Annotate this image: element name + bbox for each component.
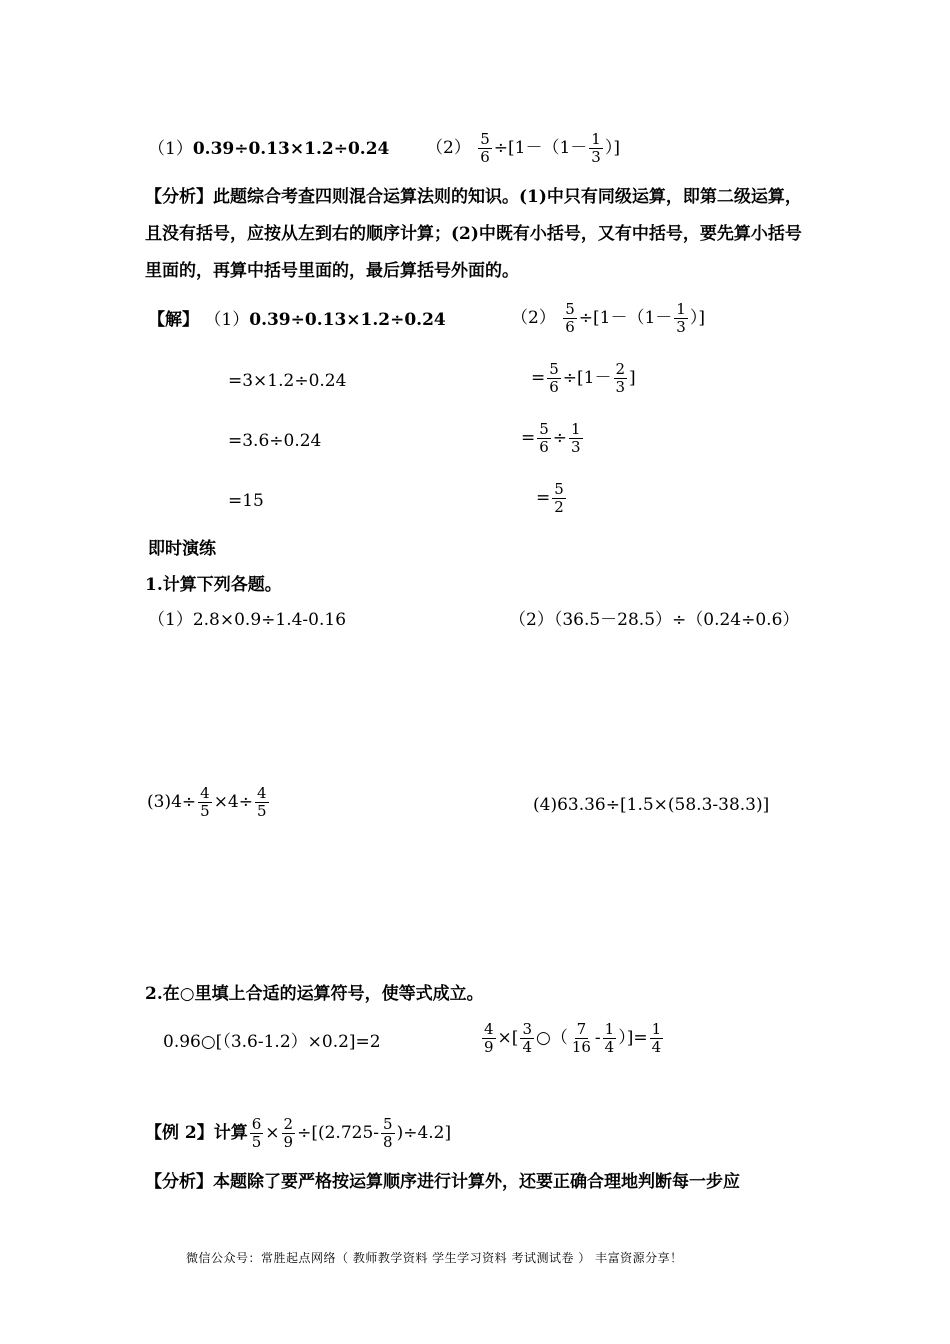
- fraction: $\frac{4}{9}$: [484, 1020, 494, 1056]
- question-1-part-1: （1）2.8×0.9÷1.4-0.16: [148, 610, 347, 630]
- fraction: $\frac{5}{8}$: [383, 1115, 393, 1151]
- problem-label: （2）: [426, 138, 471, 158]
- solution-step-1: =3×1.2÷0.24: [228, 371, 347, 391]
- question-2-title: 2.在○里填上合适的运算符号，使等式成立。: [145, 984, 484, 1004]
- expression-text: ）]: [689, 308, 705, 328]
- fraction: $\frac{6}{5}$: [251, 1115, 262, 1151]
- analysis-paragraph-2: [145, 1170, 740, 1194]
- example2-problem: 【例 2】计算 $\frac{6}{5}$ × $\frac{2}{9}$ ÷[(2.725- $\frac{5}{8}$ )÷4.2]: [145, 1115, 452, 1151]
- fraction: $\frac{4}{5}$: [257, 784, 267, 820]
- fraction: $\frac{5}{2}$: [554, 480, 564, 516]
- analysis-paragraph-1: [145, 179, 813, 290]
- fraction: $\frac{2}{3}$: [615, 360, 626, 396]
- fraction: $\frac{1}{4}$: [651, 1020, 662, 1056]
- expression-text: ÷[1－（1－: [578, 308, 673, 328]
- fraction: $\frac{4}{5}$: [200, 784, 210, 820]
- fraction: $\frac{1}{3}$: [591, 130, 601, 166]
- solution-header-left: [148, 308, 446, 332]
- page-footer: 微信公众号：常胜起点网络（ 教师教学资料 学生学习资料 考试测试卷 ） 丰富资源分享！: [186, 1251, 683, 1265]
- solution-expression: 0.39÷0.13×1.2÷0.24: [249, 310, 446, 330]
- fraction: $\frac{2}{9}$: [283, 1115, 294, 1151]
- practice-heading: 即时演练: [148, 539, 216, 559]
- question-2-right-equation: $\frac{4}{9}$ ×[ $\frac{3}{4}$ ○（ $\frac{7}{16}$ - $\frac{1}{4}$ ）]= $\frac{1}{4}$: [484, 1020, 662, 1056]
- question-1-part-3: (3)4÷ $\frac{4}{5}$ ×4÷ $\frac{4}{5}$: [147, 784, 267, 820]
- fraction: $\frac{3}{4}$: [522, 1020, 532, 1056]
- example1-problem-1: [148, 137, 389, 161]
- solution-label: （2）: [511, 308, 556, 328]
- example-tag: 【例 2】: [145, 1123, 214, 1143]
- solution-right-step-1: = $\frac{5}{6}$ ÷[1－ $\frac{2}{3}$ ]: [531, 360, 636, 396]
- problem-label: （1）: [148, 139, 193, 159]
- example-word: 计算: [213, 1123, 248, 1143]
- analysis-tag: 【分析】: [145, 1172, 213, 1192]
- example1-problem-2: [426, 131, 620, 166]
- expression-text: ÷[1－（1－: [493, 138, 588, 158]
- expression-text: ）]: [604, 138, 620, 158]
- analysis-text: 本题除了要严格按运算顺序进行计算外，还要正确合理地判断每一步应: [213, 1172, 740, 1192]
- solution-right-step-3: = $\frac{5}{2}$: [536, 480, 564, 516]
- problem-expression: 0.39÷0.13×1.2÷0.24: [192, 139, 390, 159]
- question-1-part-2: （2）（36.5－28.5）÷（0.24÷0.6）: [509, 610, 800, 630]
- analysis-text: 此题综合考查四则混合运算法则的知识。(1)中只有同级运算，即第二级运算，且没有括号，应按从左到右的顺序计算；(2)中既有小括号，又有中括号，要先算小括号里面的，再算中括号里面的，最后算括号外面的。: [145, 187, 802, 281]
- solution-right-step-2: = $\frac{5}{6}$ ÷ $\frac{1}{3}$: [521, 420, 581, 456]
- solution-step-2: =3.6÷0.24: [228, 431, 322, 451]
- solution-header-right: [511, 301, 705, 336]
- question-2-left-equation: 0.96○[（3.6-1.2）×0.2]=2: [163, 1032, 381, 1052]
- solution-tag: 【解】: [148, 310, 199, 330]
- fraction: $\frac{1}{3}$: [571, 420, 581, 456]
- fraction: $\frac{5}{6}$: [539, 420, 549, 456]
- fraction: $\frac{5}{6}$: [480, 130, 490, 166]
- fraction: $\frac{1}{4}$: [604, 1020, 615, 1056]
- solution-step-3: =15: [228, 491, 264, 511]
- fraction: $\frac{5}{6}$: [565, 300, 575, 336]
- fraction: $\frac{5}{6}$: [549, 360, 559, 396]
- fraction: $\frac{7}{16}$: [571, 1020, 591, 1056]
- solution-label: （1）: [204, 310, 250, 330]
- analysis-tag: 【分析】: [145, 187, 213, 207]
- question-1-title: 1.计算下列各题。: [145, 575, 282, 595]
- question-1-part-4: (4)63.36÷[1.5×(58.3-38.3)]: [533, 795, 770, 815]
- fraction: $\frac{1}{3}$: [676, 300, 686, 336]
